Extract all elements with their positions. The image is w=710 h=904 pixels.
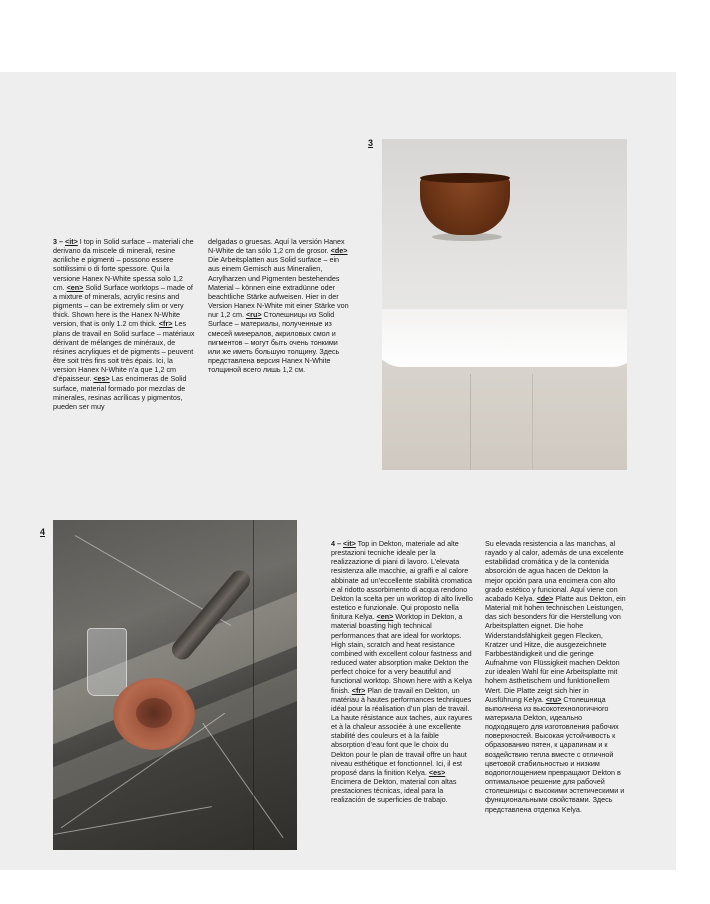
language-tag: <ru> [545, 694, 562, 704]
language-tag: <en> [66, 282, 84, 292]
language-tag: <it> [343, 539, 356, 548]
language-tag: <en> [376, 612, 394, 622]
caption-text: Les plans de travail en Solid surface – matériaux dérivant de mélanges de minéraux, de résines acryliques et de pigments – peuvent être soit très fins soit très épais. Ici, la version Hanex N-White n’a que 1,2 cm d’épaisseur. [53, 319, 195, 384]
marble-vein [202, 723, 283, 838]
cabinet-seam [532, 374, 533, 470]
caption-text: Top in Dekton, materiale ad alte prestazioni tecniche ideale per la realizzazione di piani di lavoro. L’elevata resistenza alle macchie, ai graffi e al calore abbinate ad un’eccellente stabilità cromatica e al ridotto assorbimento di acqua rendono Dekton la scelta per un worktop di alto livello estetico e funzionale. Qui proposto nella finitura Kelya. [331, 539, 473, 622]
photo-dekton-marble-worktop [53, 520, 297, 850]
wooden-bowl-rim [420, 173, 510, 183]
cabinet-front [382, 355, 627, 470]
language-tag: <de> [536, 593, 554, 603]
photo-worktop-with-wooden-bowl [382, 139, 627, 470]
glass-bottle [87, 628, 127, 696]
worktop-seam [253, 520, 254, 850]
cabinet-seam [470, 374, 471, 470]
language-tag: <es> [93, 374, 110, 384]
marble-vein [54, 806, 212, 835]
caption-text: Plan de travail en Dekton, un matériau à hautes performances techniques idéal pour la réalisation d’un plan de travail. La haute résistance aux taches, aux rayures et à la chaleur associée à une excellente stabilité des couleurs et à la faible absorption d’eau font que le choix du Dekton pour le plan de travail offre un haut niveau esthétique et fonctionnel. Ici, il est proposé dans la finition Kelya. [331, 685, 473, 777]
caption-number: 4 – [331, 539, 343, 548]
language-tag: <ru> [245, 310, 262, 320]
wooden-bowl [420, 177, 510, 235]
language-tag: <de> [330, 246, 348, 256]
caption-text: Столешницы из Solid Surface – материалы, полученные из смесей минералов, акриловых смол и пигментов – могут быть очень тонкими или же иметь большую толщину. Здесь представлена версия Hanex N-White толщиной всего лишь 1,2 см. [208, 310, 340, 375]
language-tag: <fr> [351, 685, 366, 695]
language-tag: <it> [65, 237, 78, 246]
caption-text: Platte aus Dekton, ein Material mit hohen technischen Leistungen, das sich besonders für die Herstellung von Arbeitsplatten eignet. Die hohe Widerstandsfähigkeit gegen Flecken, Kratzer und Hitze, die ausgezeichnete Farbbeständigkeit und die geringe Aufnahme von Flüssigkeit machen Dekton zur idealen Wahl für eine Arbeitsplatte mit hohem ästhetischem und funktionellem Wert. Die Platte zeigt sich hier in Ausführung Kelya. [485, 593, 626, 704]
caption-text: delgadas o gruesas. Aquí la versión Hanex N-White de tan sólo 1,2 cm de grosor. [208, 237, 345, 256]
white-worktop-edge [382, 309, 627, 367]
caption-4-col-1 [331, 539, 473, 805]
caption-number: 3 – [53, 237, 65, 246]
caption-3-col-2 [208, 237, 350, 374]
caption-text: Las encimeras de Solid surface, material formado por mezclas de minerales, resinas acrílicas y pigmentos, pueden ser muy [53, 374, 187, 411]
caption-text: Encimera de Dekton, material con altas prestaciones técnicas, ideal para la realización de superficies de trabajo. [331, 777, 457, 805]
caption-text: I top in Solid surface – materiali che derivano da miscele di minerali, resine acriliche e pigmenti – possono essere sottilissimi o di forte spessore. Qui la versione Hanex N-White spessa solo 1,2 cm. [53, 237, 194, 292]
caption-3-col-1 [53, 237, 195, 411]
caption-text: Die Arbeitsplatten aus Solid surface – ein aus einem Gemisch aus Mineralien, Acrylharzen und Pigmenten bestehendes Material – können eine extradünne oder beachtliche Stärke aufweisen. Hier in der Version Hanex N-White mit einer Stärke von nur 1,2 cm. [208, 255, 349, 320]
caption-text: Worktop in Dekton, a material boasting high technical performances that are ideal for worktops. High stain, scratch and heat resistance combined with excellent colour fastness and reduced water absorption make Dekton the perfect choice for a very beautiful and functional worktop. Shown here with a Kelya finish. [331, 612, 473, 695]
ring-dish-center [136, 698, 172, 728]
caption-4-col-2 [485, 539, 627, 814]
caption-text: Su elevada resistencia a las manchas, al rayado y al calor, además de una excelente estabilidad cromática y de la contenida absorción de agua hacen de Dekton la mejor opción para una encimera con alto grado estético y funcional. Aquí viene con acabado Kelya. [485, 539, 624, 603]
language-tag: <es> [428, 767, 446, 777]
figure-number-3: 3 [368, 138, 374, 148]
figure-number-4: 4 [40, 527, 46, 537]
caption-text: Solid Surface worktops – made of a mixture of minerals, acrylic resins and pigments – can be extremely slim or very thick. Shown here is the Hanex N-White version, that is only 1.2 cm thick. [53, 282, 193, 329]
language-tag: <fr> [158, 319, 173, 329]
caption-text: Столешница выполнена из высокотехнологичного материала Dekton, идеально подходящего для изготовления рабочих поверхностей. Высокая устойчивость к образованию пятен, к царапинам и к воздействию тепла вместе с отличной цветовой стабильностью и низким водопоглощением превращают Dekton в оптимальное решение для рабочей столешницы с высокими эстетическими и функциональными свойствами. Здесь представлена отделка Kelya. [485, 694, 625, 814]
